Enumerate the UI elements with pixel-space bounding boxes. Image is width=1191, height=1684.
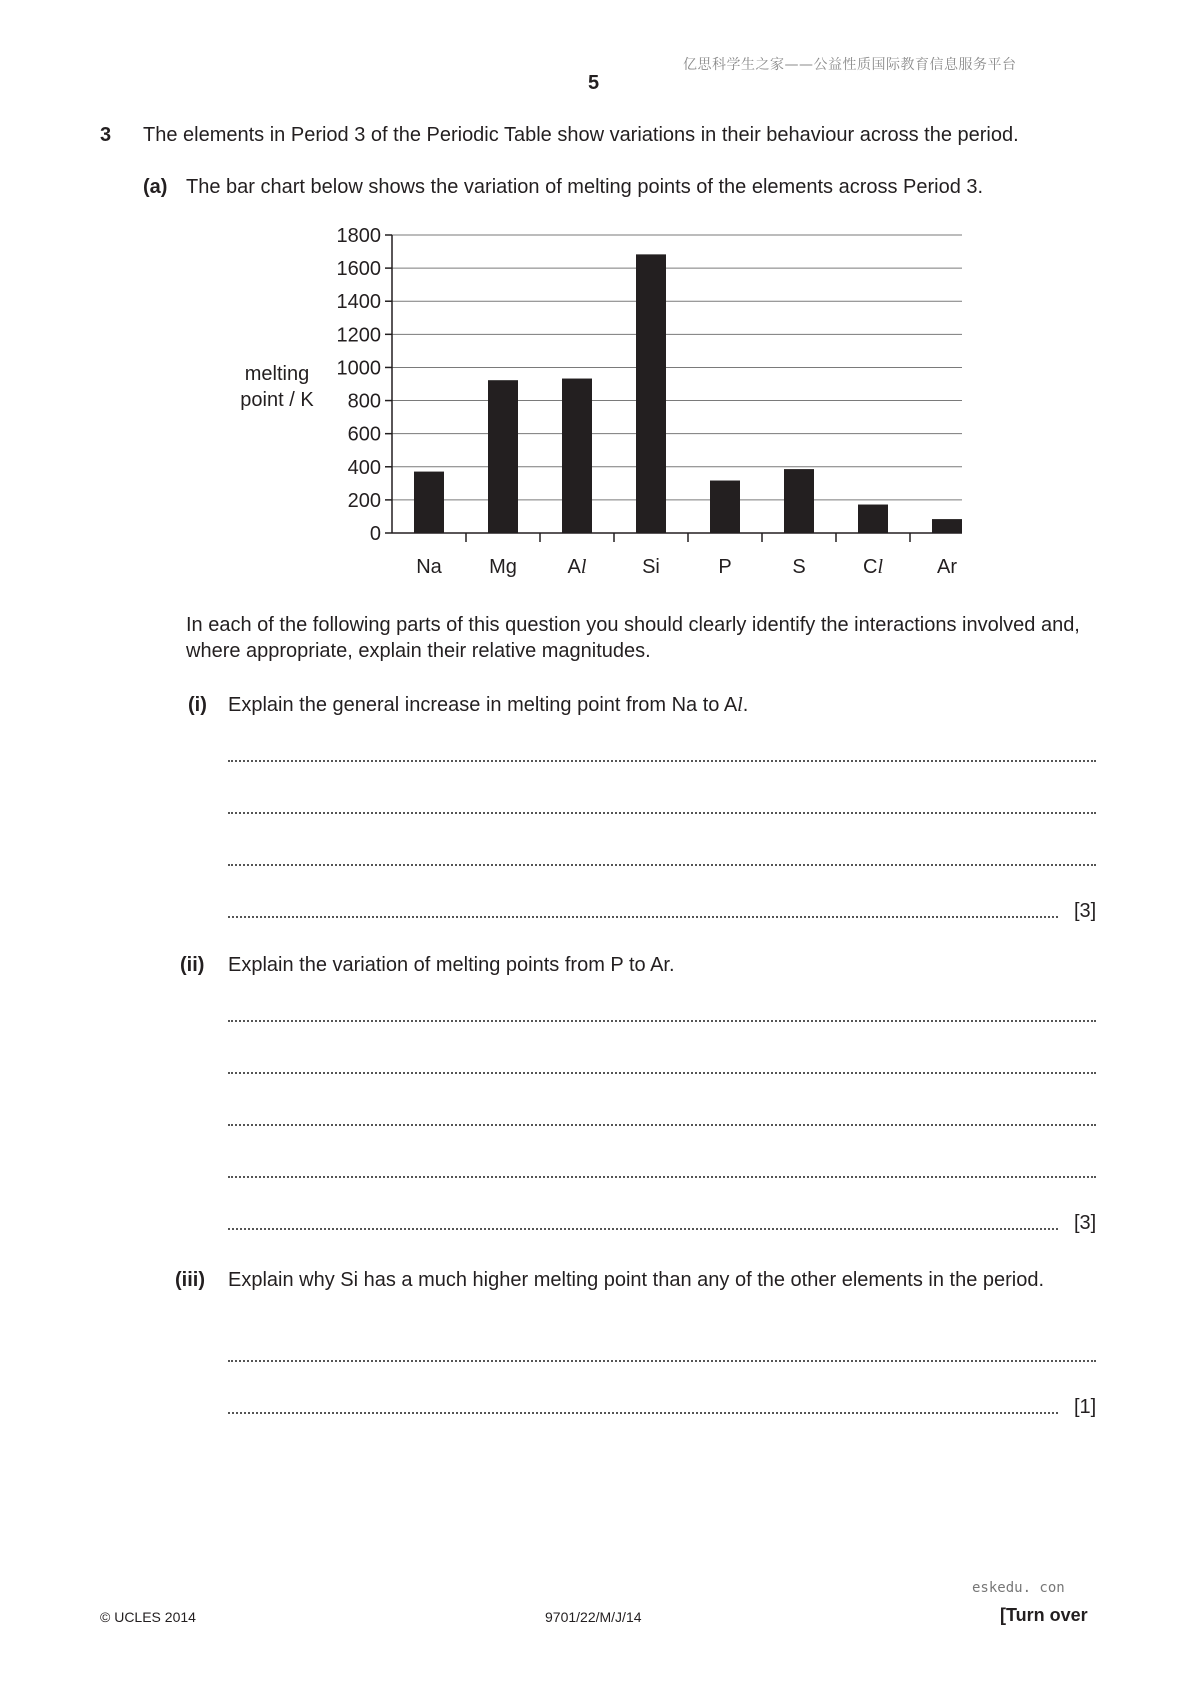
chart-labels [240,225,957,578]
footer-copyright: © UCLES 2014 [100,1609,196,1625]
bar-si [636,254,666,533]
y-axis-label-line1: melting [244,363,310,385]
bar-al [562,379,592,533]
footer-site: eskedu. con [972,1580,1065,1596]
melting-point-bar-chart [0,0,1191,600]
y-axis-label-line2: point / K [240,389,314,411]
part-i-answer-line-3[interactable] [228,864,1096,866]
bar-ar [932,519,962,533]
part-a-text: The bar chart below shows the variation of melting points of the elements across Period 3. [186,176,984,198]
y-tick-label: 800 [347,390,381,413]
bar-na [414,472,444,533]
part-i-answer-line-1[interactable] [228,760,1096,762]
x-tick-label-si: Si [642,556,660,578]
question-stem: The elements in Period 3 of the Periodic Table show variations in their behaviour across the period. [143,124,1019,146]
part-ii-answer-line-5[interactable] [228,1228,1058,1230]
part-i-label: (i) [188,694,207,716]
x-tick-label-s: S [792,556,806,578]
footer-code: 9701/22/M/J/14 [545,1609,642,1625]
bar-mg [488,380,518,533]
turn-over: [Turn over [1000,1605,1088,1625]
part-iii-label: (iii) [175,1269,205,1291]
part-i-question [228,692,748,718]
x-tick-label-al: Al [567,556,587,578]
part-iii-text: Explain why Si has a much higher melting point than any of the other elements in the period. [228,1269,1045,1291]
part-ii-label: (ii) [180,954,205,976]
part-ii-answer-line-4[interactable] [228,1176,1096,1178]
question-number: 3 [100,124,112,146]
x-tick-label-ar: Ar [937,556,957,578]
part-i-text-italic: l [737,694,743,716]
bar-p [710,481,740,533]
part-ii-answer-line-3[interactable] [228,1124,1096,1126]
chart-gridlines [392,235,962,500]
instruction-text: In each of the following parts of this question you should clearly identify the interactions involved and, where appropriate, explain their relative magnitudes. [186,614,1080,662]
bar-s [784,469,814,533]
part-ii-answer-line-1[interactable] [228,1020,1096,1022]
y-tick-label: 200 [347,489,381,512]
y-tick-label: 600 [347,423,381,446]
part-ii-text: Explain the variation of melting points from P to Ar. [228,954,675,976]
page-number: 5 [588,72,600,94]
y-tick-label: 1600 [336,258,381,281]
y-tick-label: 1400 [336,291,381,314]
part-iii-answer-line-1[interactable] [228,1360,1096,1362]
y-tick-label: 1200 [336,324,381,347]
part-i-marks: [3] [1074,900,1097,922]
bar-cl [858,505,888,533]
part-iii-answer-line-2[interactable] [228,1412,1058,1414]
x-tick-label-p: P [718,556,732,578]
part-ii-answer-line-2[interactable] [228,1072,1096,1074]
y-tick-label: 1000 [336,357,381,380]
part-i-text: Explain the general increase in melting point from Na to A [228,694,738,716]
chart-axes [385,235,962,542]
part-ii-marks: [3] [1074,1212,1097,1234]
y-tick-label: 400 [347,456,381,479]
chart-bars [414,254,962,533]
x-tick-label-mg: Mg [489,556,517,578]
part-iii-marks: [1] [1074,1396,1097,1418]
x-tick-label-na: Na [416,556,442,578]
part-a-label: (a) [143,176,168,198]
part-i-answer-line-4[interactable] [228,916,1058,918]
x-tick-label-cl: Cl [862,556,884,578]
header-watermark: 亿思科学生之家——公益性质国际教育信息服务平台 [683,57,1017,73]
y-tick-label: 1800 [336,225,381,247]
part-i-answer-line-2[interactable] [228,812,1096,814]
y-tick-label: 0 [369,523,381,545]
part-i-text-end: . [742,694,749,716]
